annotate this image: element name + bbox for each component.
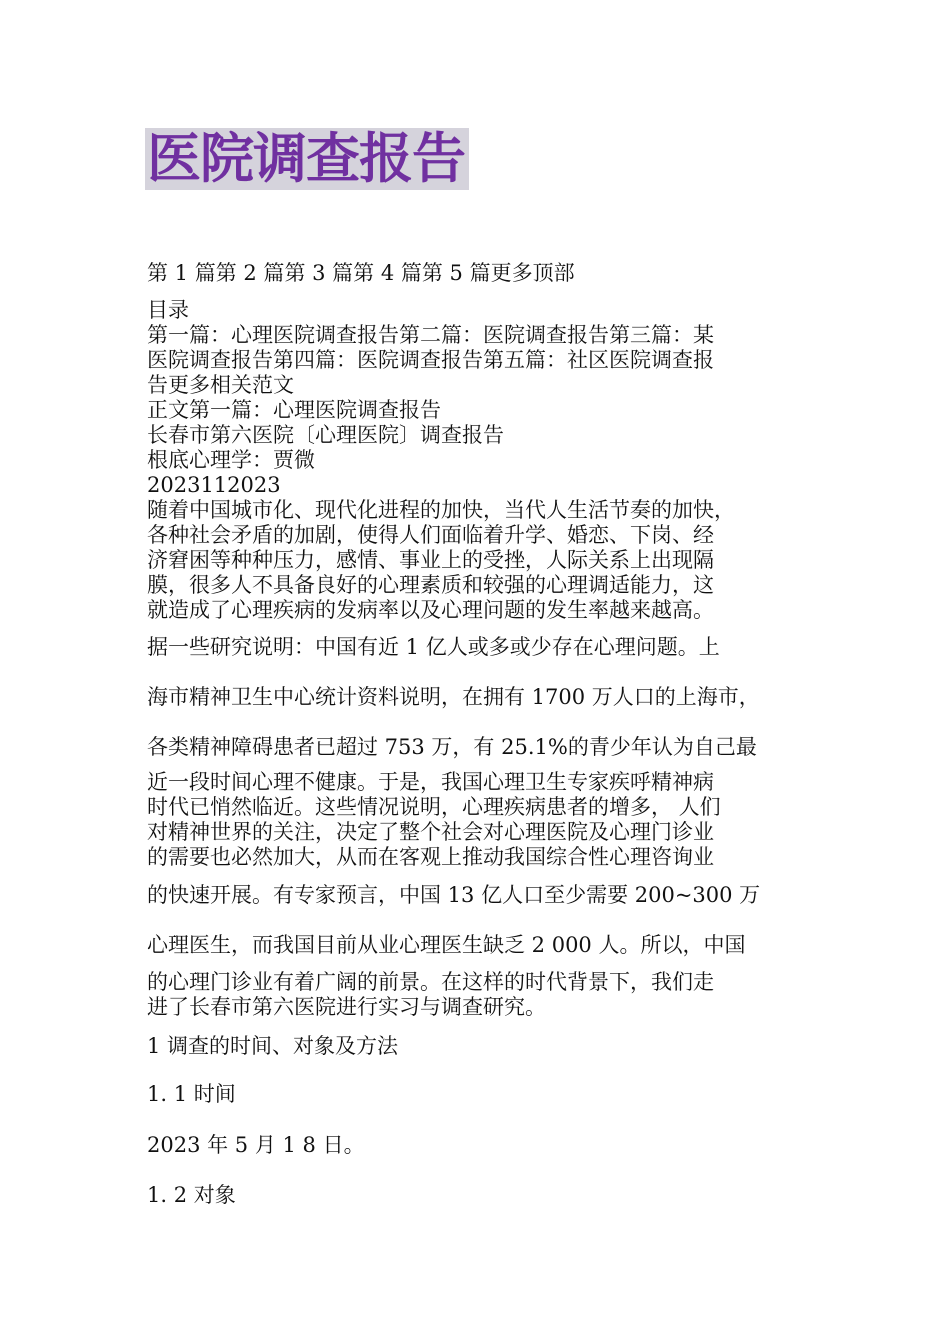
paragraph-line: 进了长春市第六医院进行实习与调查研究。 (147, 995, 546, 1019)
nav-link-part-3[interactable]: 第 3 篇 (284, 261, 354, 285)
paragraph-line: 海市精神卫生中心统计资料说明，在拥有 1700 万人口的上海市， (147, 685, 760, 709)
paragraph-line: 各类精神障碍患者已超过 753 万，有 25.1%的青少年认为自己最 (147, 735, 757, 759)
nav-link-part-4[interactable]: 第 4 篇 (353, 261, 422, 285)
toc-line: 第一篇：心理医院调查报告第二篇：医院调查报告第三篇：某 (147, 323, 714, 347)
nav-link-part-1[interactable]: 第 1 篇 (147, 261, 216, 285)
subsection-heading: 1. 1 时间 (147, 1082, 236, 1106)
nav-link-part-2[interactable]: 第 2 篇 (215, 261, 285, 285)
paragraph-line: 据一些研究说明：中国有近 1 亿人或多或少存在心理问题。上 (147, 635, 720, 659)
table-of-contents (147, 298, 817, 623)
section-nav (147, 258, 575, 288)
paragraph-line: 对精神世界的关注，决定了整个社会对心理医院及心理门诊业 (147, 820, 714, 844)
paragraph-line: 随着中国城市化、现代化进程的加快，当代人生活节奏的加快， (147, 498, 735, 522)
paragraph-block (147, 770, 817, 870)
paragraph-line: 心理医生，而我国目前从业心理医生缺乏 2 000 人。所以，中国 (147, 933, 746, 957)
paragraph-line: 济窘困等种种压力，感情、事业上的受挫，人际关系上出现隔 (147, 548, 714, 572)
toc-line: 告更多相关范文 (147, 373, 294, 397)
body-heading: 正文第一篇：心理医院调查报告 (147, 398, 441, 422)
report-subtitle: 长春市第六医院〔心理医院〕调查报告 (147, 423, 504, 447)
paragraph-line: 各种社会矛盾的加剧，使得人们面临着升学、婚恋、下岗、经 (147, 523, 714, 547)
paragraph-line: 膜，很多人不具备良好的心理素质和较强的心理调适能力，这 (147, 573, 714, 597)
subsection-heading: 1. 2 对象 (147, 1183, 236, 1207)
paragraph-line: 的快速开展。有专家预言，中国 13 亿人口至少需要 200~300 万 (147, 883, 761, 907)
report-date: 2023112023 (147, 473, 281, 497)
paragraph-line: 的需要也必然加大，从而在客观上推动我国综合性心理咨询业 (147, 845, 714, 869)
document-title: 医院调查报告 (145, 128, 469, 190)
paragraph-block (147, 970, 817, 1020)
nav-link-more-top[interactable]: 更多顶部 (490, 261, 575, 285)
paragraph-line: 2023 年 5 月 1 8 日。 (147, 1133, 365, 1157)
paragraph-line: 就造成了心理疾病的发病率以及心理问题的发生率越来越高。 (147, 598, 714, 622)
report-author: 根底心理学：贾微 (147, 448, 315, 472)
paragraph-line: 的心理门诊业有着广阔的前景。在这样的时代背景下，我们走 (147, 970, 714, 994)
toc-heading: 目录 (147, 298, 189, 322)
nav-link-part-5[interactable]: 第 5 篇 (421, 261, 491, 285)
section-heading: 1 调查的时间、对象及方法 (147, 1034, 399, 1058)
paragraph-line: 近一段时间心理不健康。于是，我国心理卫生专家疾呼精神病 (147, 770, 714, 794)
toc-line: 医院调查报告第四篇：医院调查报告第五篇：社区医院调查报 (147, 348, 714, 372)
paragraph-line: 时代已悄然临近。这些情况说明，心理疾病患者的增多， 人们 (147, 795, 721, 819)
